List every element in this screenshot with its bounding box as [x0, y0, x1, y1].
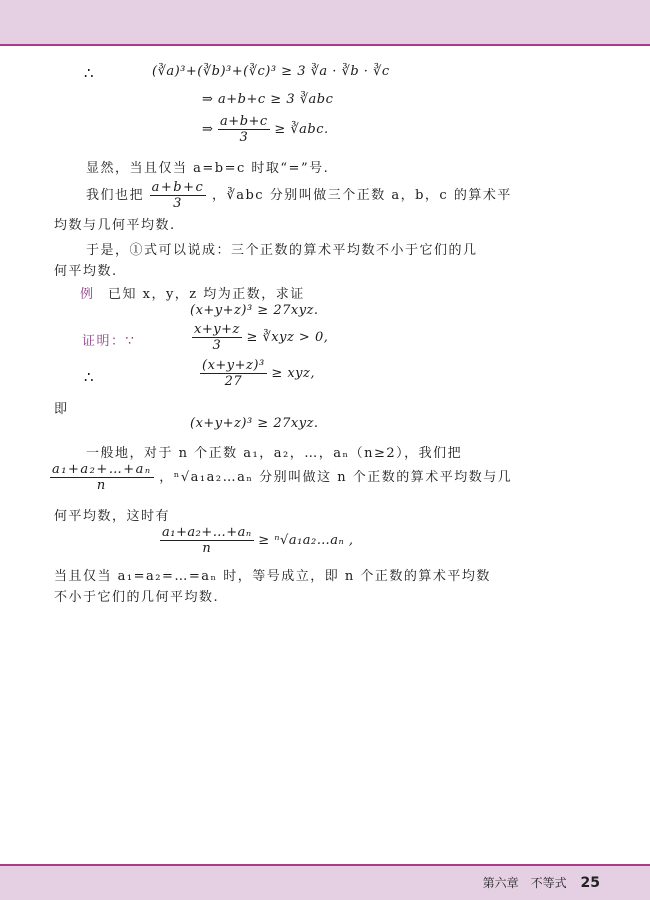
paragraph-definition-line2: 均数与几何平均数.	[54, 218, 176, 233]
fraction-numerator: a₁+a₂+…+aₙ	[52, 462, 152, 477]
fraction-general-mean	[50, 462, 154, 493]
paragraph-equality: 显然，当且仅当 a=b=c 时取“=”号.	[86, 161, 330, 176]
fraction-denominator: 3	[173, 196, 183, 211]
example-inequality: (x+y+z)³ ≥ 27xyz.	[190, 303, 319, 318]
equation-1: (∛a)³+(∛b)³+(∛c)³ ≥ 3 ∛a · ∛b · ∛c	[152, 64, 390, 79]
implies-symbol: ⇒	[202, 122, 214, 137]
general-inequality-rest: ≥ ⁿ√a₁a₂…aₙ ,	[258, 533, 354, 548]
fraction-denominator: 3	[212, 338, 222, 353]
fraction-denominator: 27	[224, 374, 243, 389]
text-segment: 我们也把	[86, 188, 145, 203]
example-conclusion: (x+y+z)³ ≥ 27xyz.	[190, 416, 319, 431]
proof-step-1	[192, 322, 328, 353]
paragraph-conclusion-line1: 于是，①式可以说成：三个正数的算术平均数不小于它们的几	[86, 243, 478, 258]
fraction-denominator: n	[96, 478, 107, 493]
header-band	[0, 0, 650, 44]
fraction-cube-over-27	[200, 358, 267, 389]
text-segment: ，∛abc 分别叫做三个正数 a，b，c 的算术平	[211, 188, 512, 203]
paragraph-final-line2: 不小于它们的几何平均数.	[54, 590, 220, 605]
proof-step-2-rest: ≥ xyz,	[271, 366, 315, 381]
fraction-abc-over-3	[150, 180, 207, 211]
paragraph-general-line3: 何平均数，这时有	[54, 509, 171, 524]
fraction-denominator: n	[202, 541, 212, 556]
ji-label: 即	[54, 402, 69, 417]
proof-step-2	[200, 358, 315, 389]
equation-3-rest: ≥ ∛abc.	[274, 122, 329, 137]
fraction-abc-over-3	[218, 114, 270, 145]
therefore-symbol-2: ∴	[84, 368, 96, 386]
chapter-title: 第六章 不等式	[482, 876, 567, 890]
fraction-xyz-over-3	[192, 322, 242, 353]
paragraph-conclusion-line2: 何平均数.	[54, 264, 118, 279]
equation-3	[202, 114, 329, 145]
text-segment: ，ⁿ√a₁a₂…aₙ 分别叫做这 n 个正数的算术平均数与几	[159, 470, 513, 485]
general-inequality	[160, 525, 354, 556]
footer	[483, 874, 600, 891]
paragraph-general-line2	[50, 462, 512, 493]
fraction-numerator: a+b+c	[220, 114, 268, 129]
fraction-numerator: x+y+z	[194, 322, 240, 337]
equation-2: ⇒ a+b+c ≥ 3 ∛abc	[202, 92, 334, 107]
example-label: 例	[80, 287, 95, 302]
fraction-numerator: a₁+a₂+…+aₙ	[162, 525, 252, 540]
therefore-symbol-1: ∴	[84, 64, 96, 82]
paragraph-general-line1: 一般地，对于 n 个正数 a₁，a₂，…，aₙ（n≥2），我们把	[86, 446, 463, 461]
proof-step-1-rest: ≥ ∛xyz > 0,	[246, 330, 329, 345]
paragraph-final-line1: 当且仅当 a₁=a₂=…=aₙ 时，等号成立，即 n 个正数的算术平均数	[54, 569, 491, 584]
fraction-denominator: 3	[239, 130, 249, 145]
fraction-numerator: a+b+c	[151, 180, 205, 195]
example-statement: 已知 x，y，z 均为正数，求证	[108, 287, 305, 302]
paragraph-definition-line1	[86, 180, 512, 211]
header-rule	[0, 44, 650, 46]
proof-label: 证明：∵	[82, 334, 136, 349]
fraction-numerator: (x+y+z)³	[202, 358, 265, 373]
page-number: 25	[580, 875, 600, 891]
fraction-general-mean	[160, 525, 254, 556]
